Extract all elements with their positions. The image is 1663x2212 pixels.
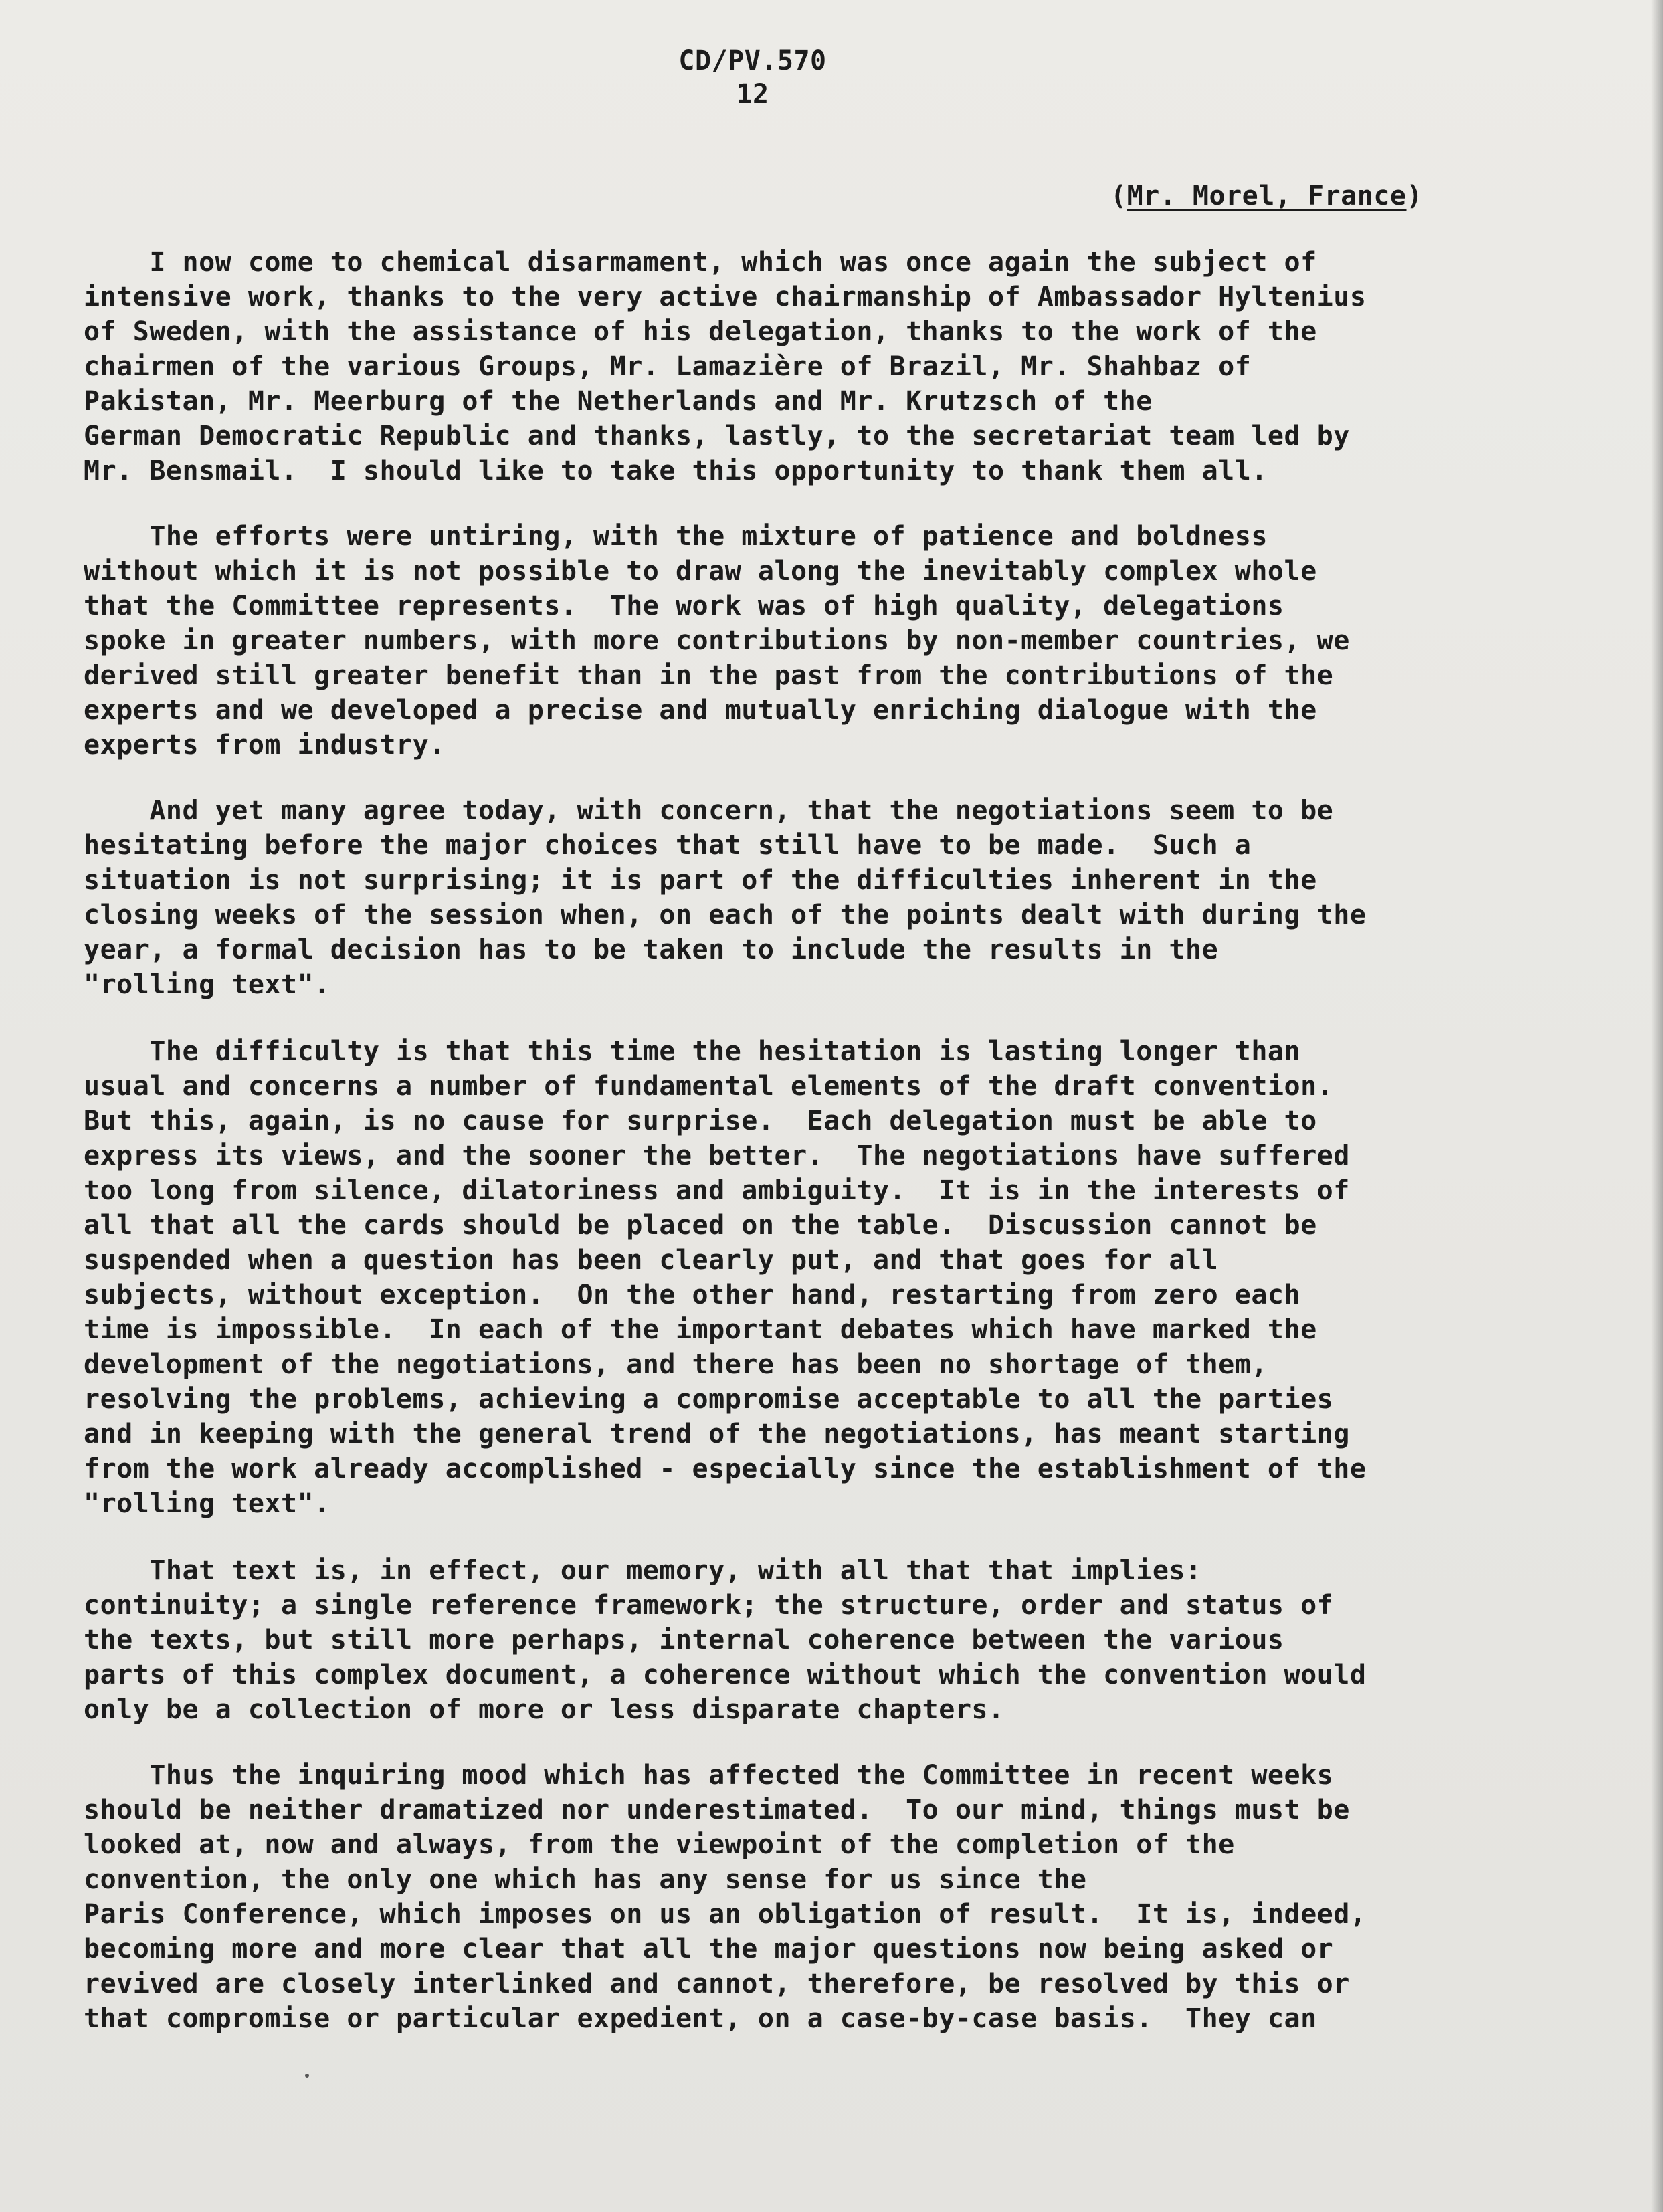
text-line: spoke in greater numbers, with more contributions by non-member countries, we	[84, 625, 1350, 656]
text-line: subjects, without exception. On the other hand, restarting from zero each	[84, 1280, 1301, 1310]
text-line: too long from silence, dilatoriness and ambiguity. It is in the interests of	[84, 1175, 1350, 1206]
text-line: derived still greater benefit than in the past from the contributions of the	[84, 660, 1334, 691]
text-line: hesitating before the major choices that still have to be made. Such a	[84, 830, 1252, 861]
page-number: 12	[736, 79, 769, 110]
text-line: experts and we developed a precise and mutually enriching dialogue with the	[84, 695, 1317, 726]
text-line: Paris Conference, which imposes on us an obligation of result. It is, indeed,	[84, 1899, 1367, 1930]
text-line: situation is not surprising; it is part of the difficulties inherent in the	[84, 865, 1317, 896]
text-line: that the Committee represents. The work was of high quality, delegations	[84, 591, 1284, 621]
text-line: only be a collection of more or less disparate chapters.	[84, 1694, 1005, 1725]
speaker-open-paren: (	[1110, 181, 1127, 211]
text-line: development of the negotiations, and there has been no shortage of them,	[84, 1349, 1268, 1380]
text-line: experts from industry.	[84, 730, 446, 761]
text-line: German Democratic Republic and thanks, lastly, to the secretariat team led by	[84, 421, 1350, 451]
page-edge-shadow	[1651, 0, 1663, 2212]
text-line: year, a formal decision has to be taken to include the results in the	[84, 934, 1219, 965]
text-line: usual and concerns a number of fundamental elements of the draft convention.	[84, 1071, 1334, 1102]
speaker-attribution	[1110, 181, 1423, 211]
text-line: chairmen of the various Groups, Mr. Lamazière of Brazil, Mr. Shahbaz of	[84, 351, 1252, 382]
text-line: The efforts were untiring, with the mixture of patience and boldness	[84, 521, 1268, 552]
text-line: from the work already accomplished - especially since the establishment of the	[84, 1453, 1367, 1484]
text-line: looked at, now and always, from the viewpoint of the completion of the	[84, 1829, 1235, 1860]
text-line: express its views, and the sooner the better. The negotiations have suffered	[84, 1140, 1350, 1171]
text-line: time is impossible. In each of the important debates which have marked the	[84, 1314, 1317, 1345]
text-line: And yet many agree today, with concern, that the negotiations seem to be	[84, 795, 1334, 826]
text-line: parts of this complex document, a coherence without which the convention would	[84, 1660, 1367, 1690]
text-line: The difficulty is that this time the hesitation is lasting longer than	[84, 1036, 1301, 1067]
text-line: Mr. Bensmail. I should like to take this opportunity to thank them all.	[84, 456, 1268, 486]
text-line: continuity; a single reference framework; the structure, order and status of	[84, 1590, 1334, 1621]
text-line: should be neither dramatized nor underestimated. To our mind, things must be	[84, 1795, 1350, 1825]
text-line: I now come to chemical disarmament, which was once again the subject of	[84, 247, 1317, 278]
text-line: and in keeping with the general trend of the negotiations, has meant starting	[84, 1419, 1350, 1449]
text-line: becoming more and more clear that all the major questions now being asked or	[84, 1934, 1334, 1965]
text-line: intensive work, thanks to the very active chairmanship of Ambassador Hyltenius	[84, 282, 1367, 312]
text-line: closing weeks of the session when, on each of the points dealt with during the	[84, 900, 1367, 930]
text-line: of Sweden, with the assistance of his delegation, thanks to the work of the	[84, 316, 1317, 347]
text-line: suspended when a question has been clearly put, and that goes for all	[84, 1245, 1219, 1276]
text-line: that compromise or particular expedient, on a case-by-case basis. They can	[84, 2003, 1317, 2034]
text-line: That text is, in effect, our memory, with all that that implies:	[84, 1555, 1202, 1586]
text-line: the texts, but still more perhaps, internal coherence between the various	[84, 1625, 1284, 1655]
stray-mark	[305, 2074, 309, 2078]
text-line: convention, the only one which has any sense for us since the	[84, 1864, 1087, 1895]
text-line: "rolling text".	[84, 969, 330, 1000]
text-line: "rolling text".	[84, 1488, 330, 1519]
document-symbol: CD/PV.570	[678, 45, 827, 76]
text-line: resolving the problems, achieving a compromise acceptable to all the parties	[84, 1384, 1334, 1415]
text-line: revived are closely interlinked and cannot, therefore, be resolved by this or	[84, 1969, 1350, 1999]
text-line: But this, again, is no cause for surprise. Each delegation must be able to	[84, 1106, 1317, 1136]
text-line: Thus the inquiring mood which has affected the Committee in recent weeks	[84, 1760, 1334, 1791]
speaker-close-paren: )	[1406, 181, 1424, 211]
text-line: Pakistan, Mr. Meerburg of the Netherlands and Mr. Krutzsch of the	[84, 386, 1153, 417]
speaker-name: Mr. Morel, France	[1127, 181, 1407, 211]
text-line: without which it is not possible to draw along the inevitably complex whole	[84, 556, 1317, 587]
text-line: all that all the cards should be placed on the table. Discussion cannot be	[84, 1210, 1317, 1241]
